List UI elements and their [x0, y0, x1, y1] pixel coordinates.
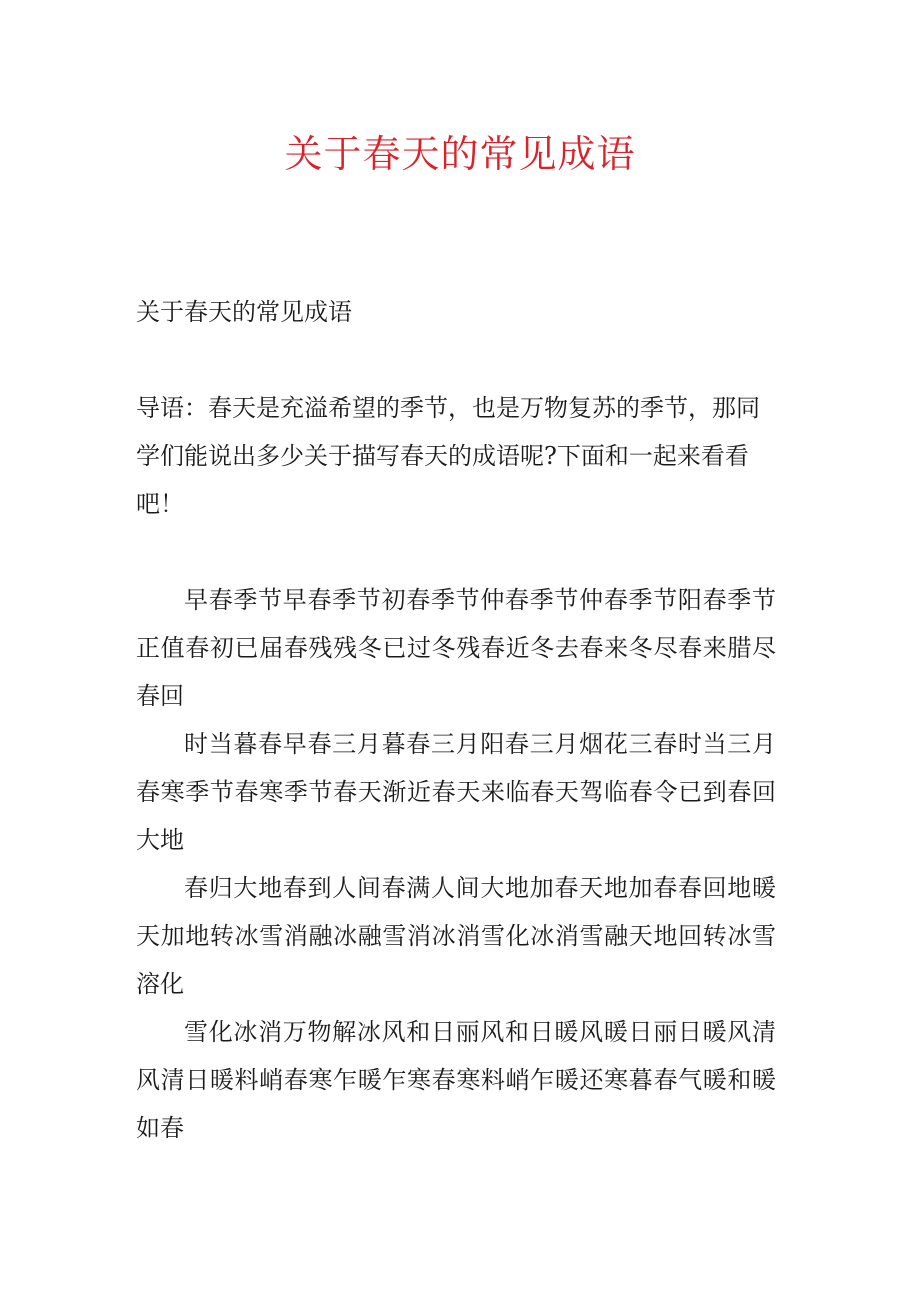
document-body [136, 288, 776, 1152]
idiom-paragraph-4: 雪化冰消万物解冰风和日丽风和日暖风暖日丽日暖风清风清日暖料峭春寒乍暖乍寒春寒料峭乍暖还寒暮春气暖和暖如春 [136, 1018, 776, 1142]
document-subtitle: 关于春天的常见成语 [136, 298, 352, 326]
intro-paragraph: 导语：春天是充溢希望的季节，也是万物复苏的季节，那同学们能说出多少关于描写春天的成语呢?下面和一起来看看吧！ [136, 394, 760, 518]
document-title: 关于春天的常见成语 [284, 132, 636, 176]
idiom-paragraph-2: 时当暮春早春三月暮春三月阳春三月烟花三春时当三月春寒季节春寒季节春天渐近春天来临春天驾临春令已到春回大地 [136, 730, 776, 854]
idiom-paragraph-1: 早春季节早春季节初春季节仲春季节仲春季节阳春季节正值春初已届春残残冬已过冬残春近冬去春来冬尽春来腊尽春回 [136, 586, 776, 710]
idiom-paragraph-3: 春归大地春到人间春满人间大地加春天地加春春回地暖天加地转冰雪消融冰融雪消冰消雪化冰消雪融天地回转冰雪溶化 [136, 874, 776, 998]
